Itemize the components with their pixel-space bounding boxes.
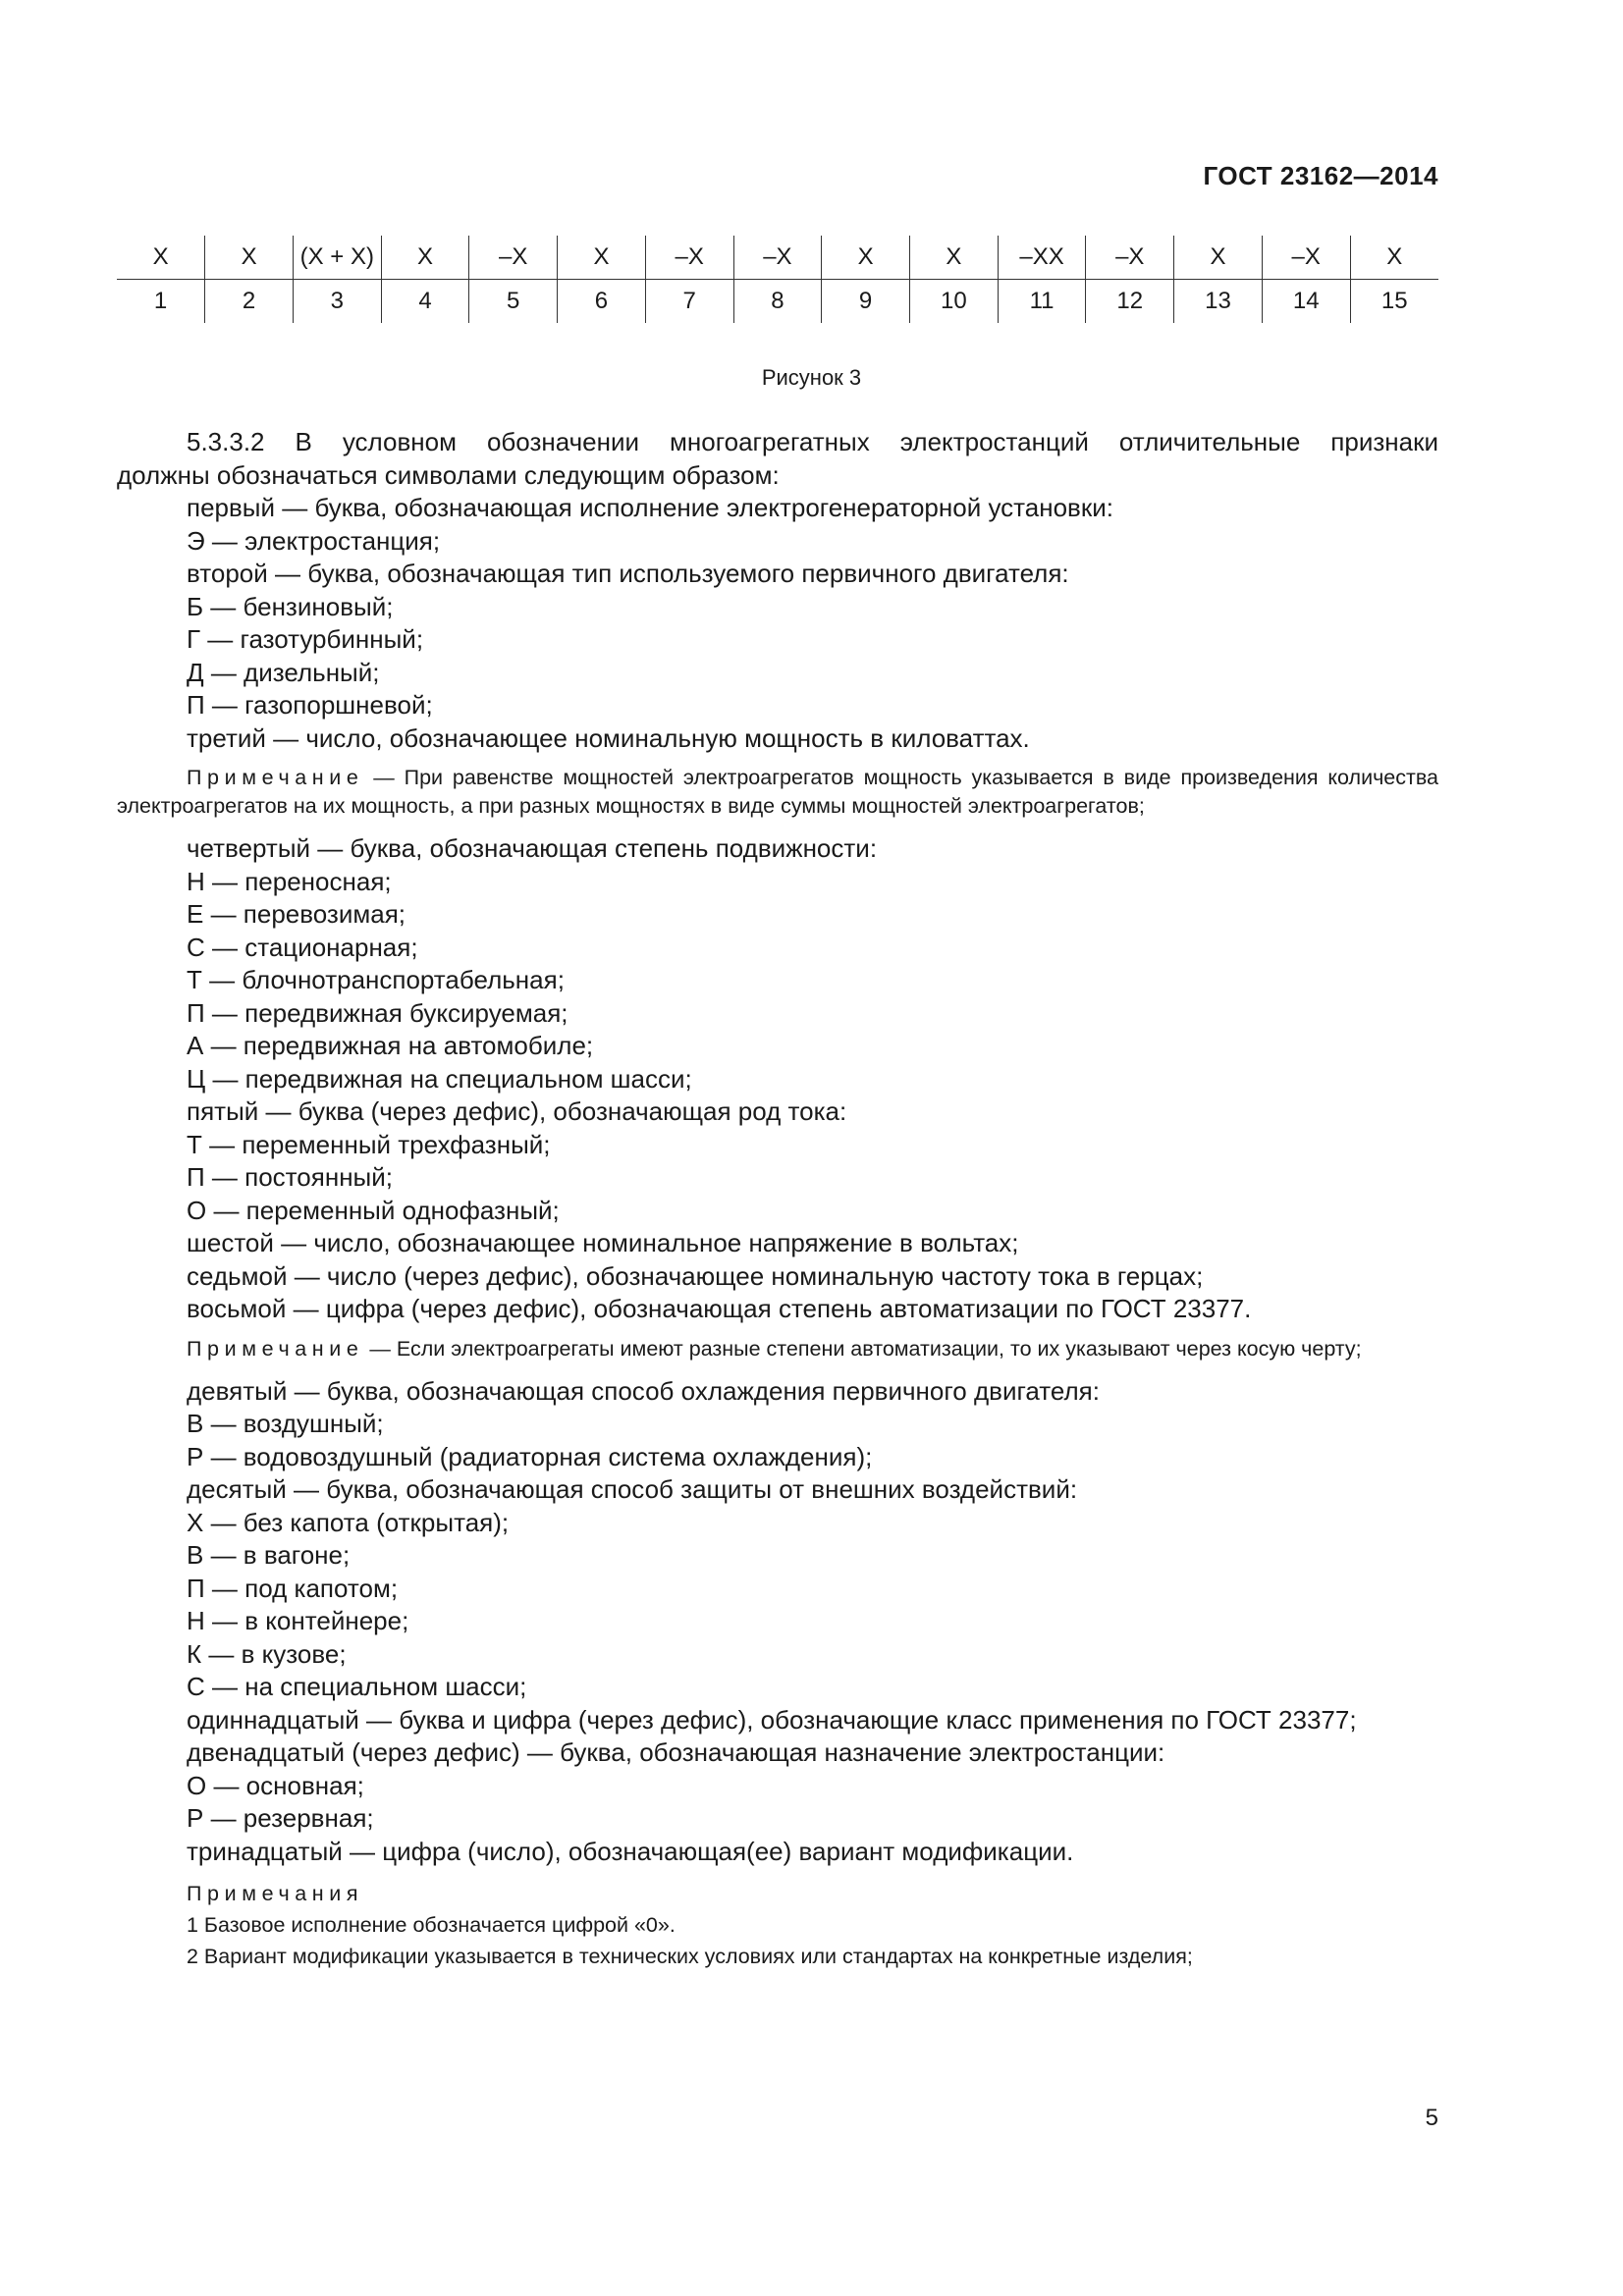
scheme-position-cell: 1 bbox=[153, 288, 168, 314]
list-item: десятый — буква, обозначающая способ защиты от внешних воздействий: bbox=[187, 1474, 1078, 1504]
note-2-label: Примечание bbox=[187, 1336, 364, 1361]
list-item: третий — число, обозначающее номинальную мощность в киловаттах. bbox=[187, 722, 1030, 753]
list-item: В — воздушный; bbox=[187, 1409, 384, 1438]
list-item: Е — перевозимая; bbox=[187, 899, 406, 929]
list-item: четвертый — буква, обозначающая степень подвижности: bbox=[187, 833, 878, 863]
scheme-symbol-cell: –XX bbox=[998, 236, 1086, 280]
scheme-position-cell: 4 bbox=[381, 280, 469, 324]
list-item: Р — водовоздушный (радиаторная система охлаждения); bbox=[187, 1441, 873, 1471]
list-group-1 bbox=[117, 492, 1438, 755]
notes-block bbox=[117, 1878, 1438, 1972]
note-1-text: — При равенстве мощностей электроагрегатов мощность указывается в виде произведения количества электроагрегатов на их мощность, а при разных мощностях в виде суммы мощностей электроагрегатов; bbox=[117, 766, 1438, 818]
note-item: 2 Вариант модификации указывается в технических условиях или стандартах на конкретные изделия; bbox=[187, 1945, 1193, 1968]
scheme-symbol-cell: X bbox=[381, 236, 469, 280]
scheme-position-cell: 8 bbox=[733, 280, 822, 324]
list-group-2 bbox=[117, 832, 1438, 1326]
intro-line-1: 5.3.3.2 В условном обозначении многоагрегатных электростанций отличительные признаки bbox=[187, 427, 1438, 456]
list-item: А — передвижная на автомобиле; bbox=[187, 1031, 594, 1060]
list-item: седьмой — число (через дефис), обозначающее номинальную частоту тока в герцах; bbox=[187, 1260, 1204, 1291]
list-item: девятый — буква, обозначающая способ охлаждения первичного двигателя: bbox=[187, 1375, 1100, 1406]
list-item: О — основная; bbox=[187, 1770, 364, 1800]
page-number: 5 bbox=[1425, 2105, 1438, 2131]
list-item: восьмой — цифра (через дефис), обозначающая степень автоматизации по ГОСТ 23377. bbox=[187, 1294, 1252, 1323]
scheme-symbol-cell: –X bbox=[1262, 236, 1350, 280]
list-item: двенадцатый (через дефис) — буква, обозначающая назначение электростанции: bbox=[187, 1737, 1165, 1767]
scheme-position-cell: 10 bbox=[909, 280, 998, 324]
list-item: К — в кузове; bbox=[187, 1638, 347, 1669]
section-content bbox=[117, 426, 1438, 1972]
list-item: Ц — передвижная на специальном шасси; bbox=[187, 1063, 692, 1094]
scheme-symbol-cell: X bbox=[205, 236, 294, 280]
figure-caption: Рисунок 3 bbox=[761, 365, 862, 390]
scheme-position-cell: 11 bbox=[998, 280, 1086, 324]
list-item: Э — электростанция; bbox=[187, 525, 441, 556]
list-item: П — передвижная буксируемая; bbox=[187, 997, 568, 1028]
document-code: ГОСТ 23162—2014 bbox=[1203, 161, 1438, 190]
scheme-position-cell: 9 bbox=[822, 280, 910, 324]
list-item: П — газопоршневой; bbox=[187, 690, 433, 720]
scheme-position-cell: 12 bbox=[1086, 280, 1174, 324]
list-item: Г — газотурбинный; bbox=[187, 624, 424, 654]
list-item: второй — буква, обозначающая тип используемого первичного двигателя: bbox=[187, 559, 1069, 588]
note-1 bbox=[117, 764, 1438, 821]
scheme-position-cell: 2 bbox=[205, 280, 294, 324]
list-item: С — стационарная; bbox=[187, 932, 418, 962]
scheme-position-cell: 15 bbox=[1350, 280, 1438, 324]
list-item: О — переменный однофазный; bbox=[187, 1195, 560, 1225]
scheme-symbol-cell: X bbox=[822, 236, 910, 280]
list-item: Р — резервная; bbox=[187, 1803, 374, 1833]
list-item: Н — в контейнере; bbox=[187, 1606, 409, 1635]
list-item: первый — буква, обозначающая исполнение электрогенераторной установки: bbox=[187, 493, 1113, 522]
note-1-label: Примечание bbox=[187, 766, 364, 789]
scheme-symbol-cell: X bbox=[1174, 236, 1263, 280]
notes-title: Примечания bbox=[187, 1882, 364, 1905]
scheme-symbol-cell: (X + X) bbox=[293, 236, 381, 280]
list-item: Д — дизельный; bbox=[187, 657, 380, 687]
list-item: С — на специальном шасси; bbox=[187, 1672, 527, 1701]
list-item: П — постоянный; bbox=[187, 1162, 393, 1192]
list-item: П — под капотом; bbox=[187, 1573, 399, 1603]
scheme-symbol-cell: –X bbox=[645, 236, 733, 280]
scheme-position-cell: 13 bbox=[1174, 280, 1263, 324]
scheme-symbol-cell: X bbox=[117, 236, 205, 280]
list-item: Т — блочнотранспортабельная; bbox=[187, 965, 565, 994]
intro-line-2: должны обозначаться символами следующим образом: bbox=[117, 459, 780, 490]
scheme-position-cell: 5 bbox=[469, 280, 558, 324]
note-item: 1 Базовое исполнение обозначается цифрой «0». bbox=[187, 1913, 676, 1937]
scheme-position-cell: 7 bbox=[645, 280, 733, 324]
scheme-symbol-cell: –X bbox=[733, 236, 822, 280]
list-item: Н — переносная; bbox=[187, 866, 392, 896]
scheme-symbol-cell: –X bbox=[469, 236, 558, 280]
list-item: тринадцатый — цифра (число), обозначающая(ее) вариант модификации. bbox=[187, 1836, 1074, 1866]
list-item: пятый — буква (через дефис), обозначающая род тока: bbox=[187, 1096, 847, 1126]
scheme-symbol-cell: –X bbox=[1086, 236, 1174, 280]
list-item: шестой — число, обозначающее номинальное напряжение в вольтах; bbox=[187, 1228, 1019, 1257]
scheme-position-cell: 6 bbox=[558, 280, 646, 324]
scheme-position-cell: 14 bbox=[1262, 280, 1350, 324]
list-item: Х — без капота (открытая); bbox=[187, 1507, 510, 1537]
scheme-symbol-cell: X bbox=[909, 236, 998, 280]
note-2-text: — Если электроагрегаты имеют разные степени автоматизации, то их указывают через косую черту; bbox=[363, 1336, 1362, 1361]
list-item: Т — переменный трехфазный; bbox=[187, 1129, 551, 1159]
list-group-3 bbox=[117, 1375, 1438, 1869]
scheme-symbol-cell: X bbox=[1350, 236, 1438, 280]
scheme-position-cell: 3 bbox=[293, 280, 381, 324]
list-item: Б — бензиновый; bbox=[187, 591, 394, 621]
list-item: В — в вагоне; bbox=[187, 1540, 351, 1570]
note-2 bbox=[117, 1335, 1438, 1363]
scheme-symbol-cell: X bbox=[558, 236, 646, 280]
numbers-row bbox=[117, 280, 1438, 324]
designation-scheme-table bbox=[117, 236, 1438, 323]
symbols-row bbox=[117, 236, 1438, 280]
list-item: одиннадцатый — буква и цифра (через дефис), обозначающие класс применения по ГОСТ 23377; bbox=[187, 1704, 1357, 1735]
